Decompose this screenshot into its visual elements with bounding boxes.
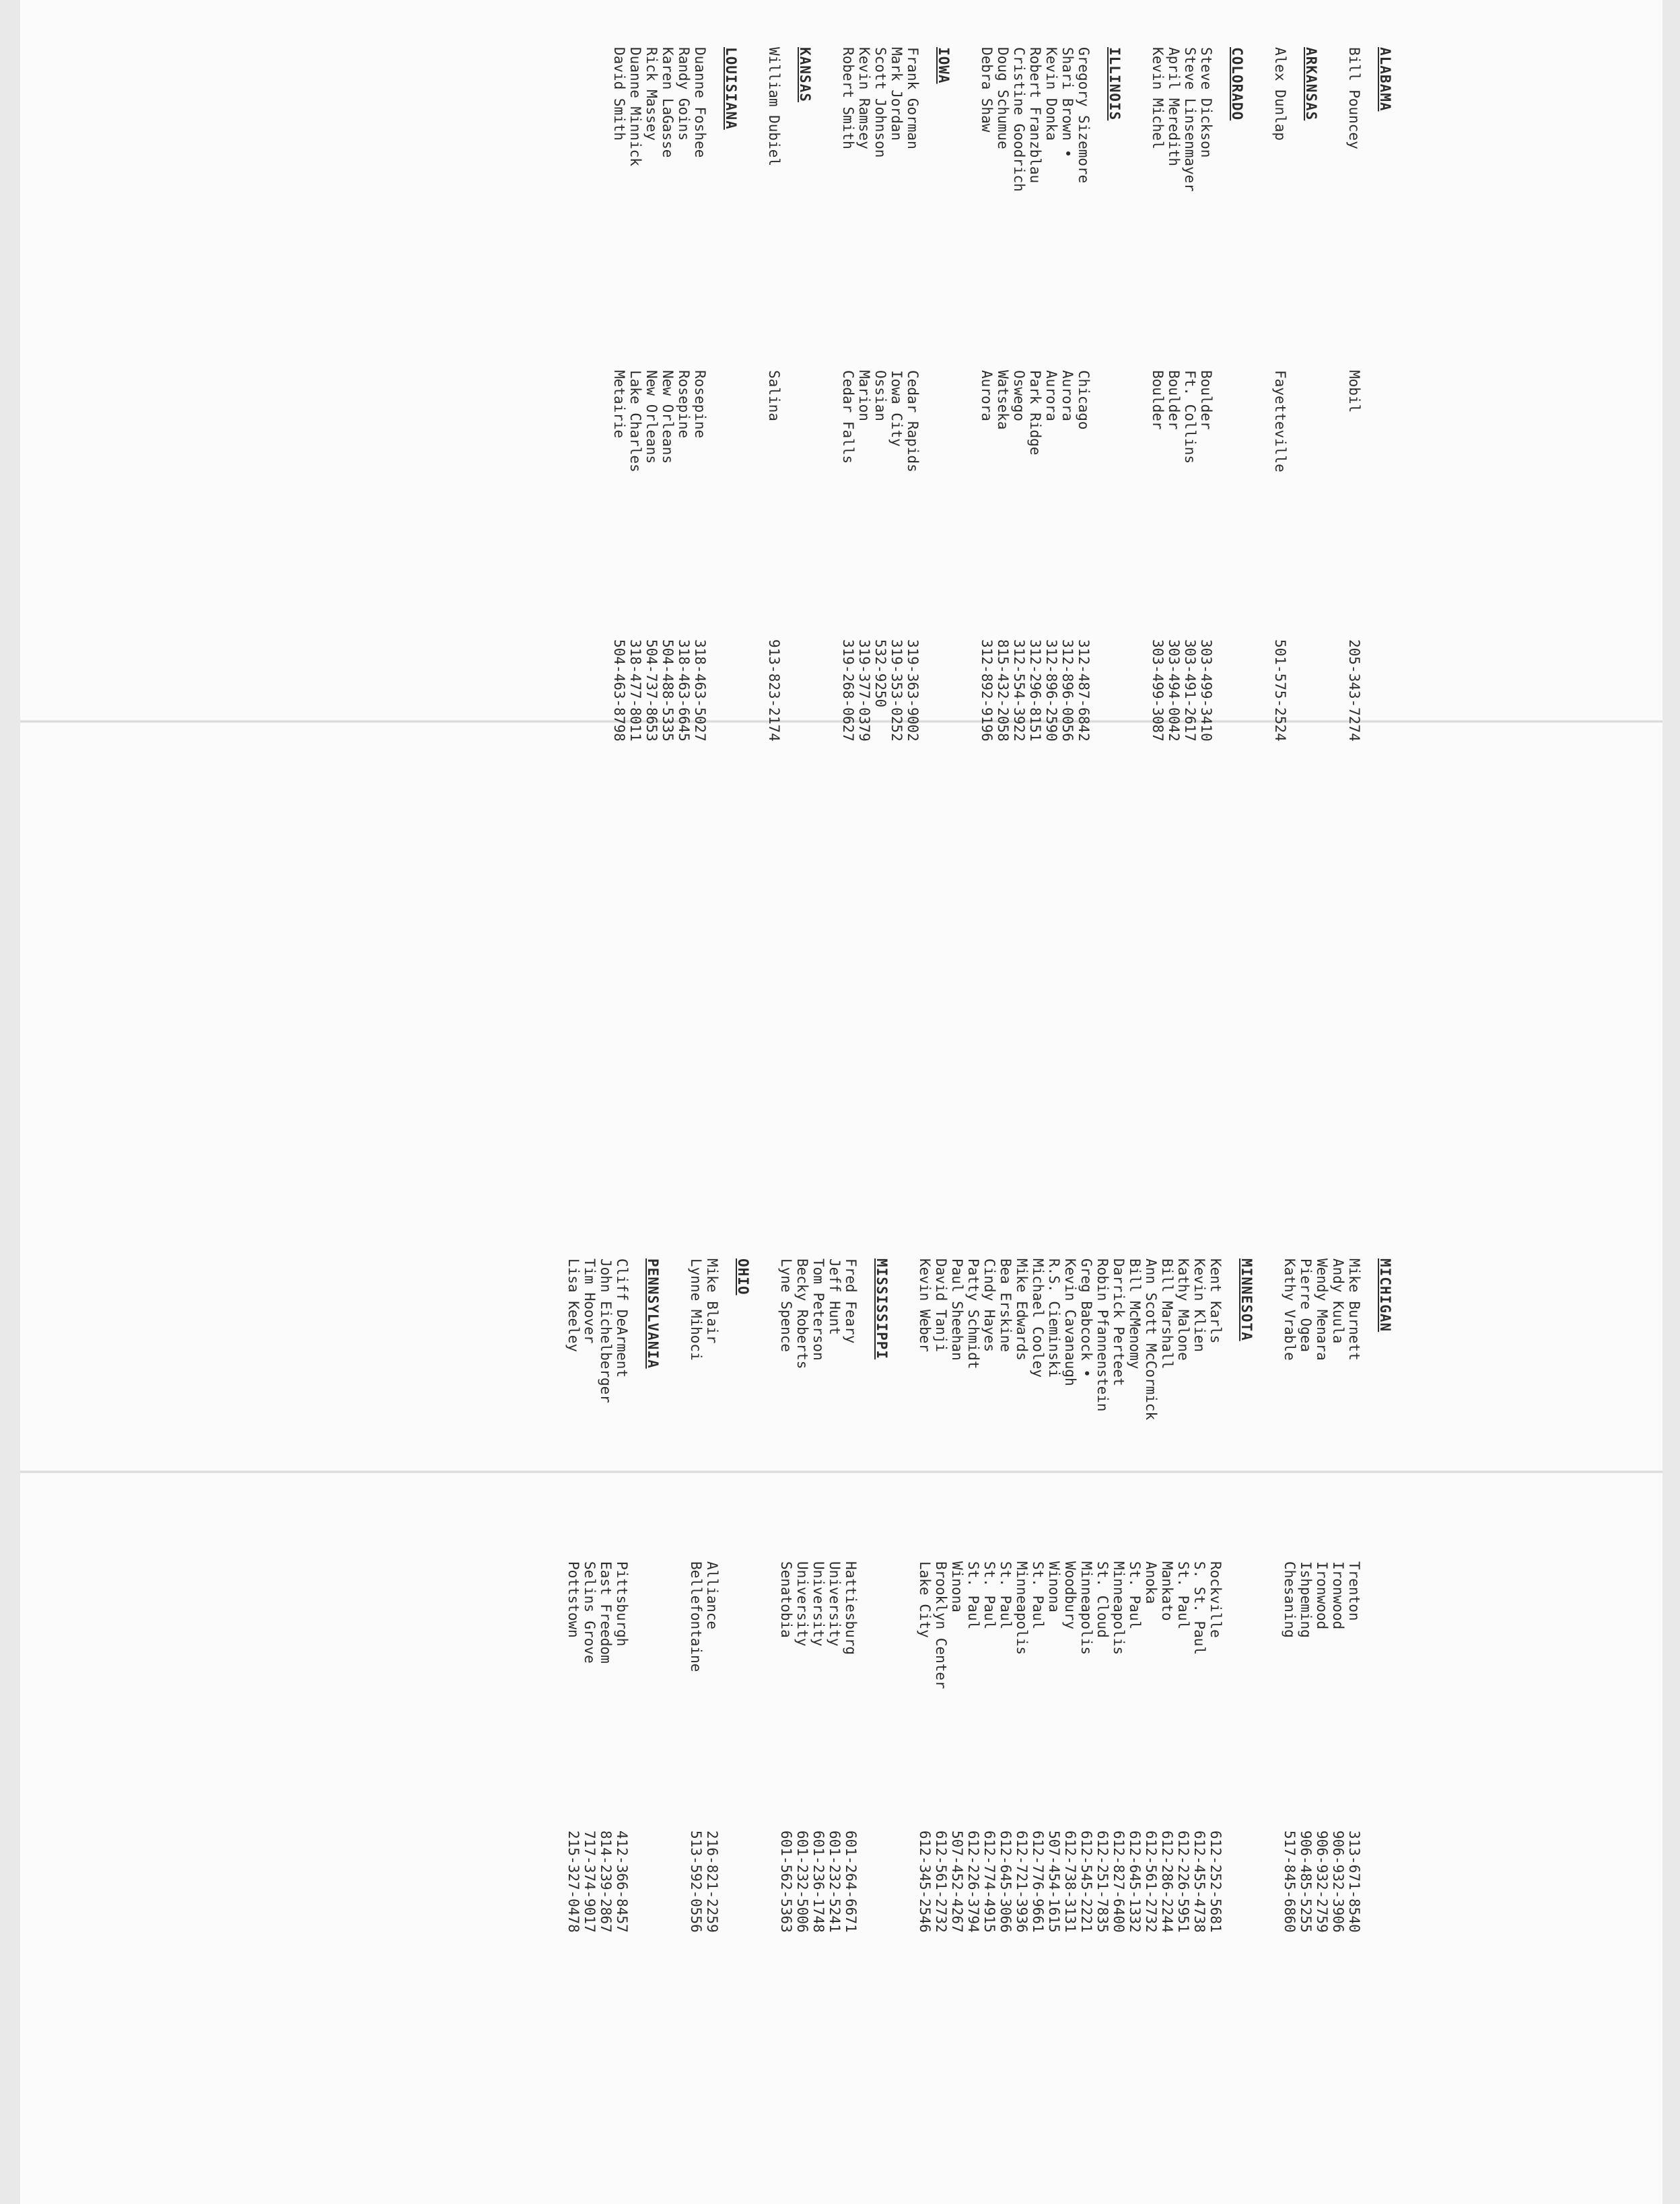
contact-row xyxy=(1043,47,1059,1191)
contact-row xyxy=(1011,47,1027,1191)
contact-city: Rosepine xyxy=(676,370,692,439)
contact-name: Bill McMenomy xyxy=(1127,1258,1143,1370)
state-section xyxy=(778,1258,890,2201)
contact-phone: 303-499-3087 xyxy=(1150,639,1166,742)
contact-name: Kevin Ramsey xyxy=(856,47,872,149)
contact-row xyxy=(1150,47,1166,1191)
contact-row xyxy=(840,47,856,1191)
contact-city: Chicago xyxy=(1076,370,1092,430)
contact-name: Kent Karls xyxy=(1208,1258,1224,1344)
contact-city: Pottstown xyxy=(565,1561,582,1638)
state-heading: IOWA xyxy=(936,47,952,84)
contact-phone: 612-776-9661 xyxy=(1030,1830,1046,1933)
contact-name: Rick Massey xyxy=(643,47,660,141)
contact-city: St. Cloud xyxy=(1094,1561,1111,1638)
contact-city: St. Paul xyxy=(981,1561,998,1630)
contact-phone: 215-327-0478 xyxy=(565,1830,582,1933)
contact-city: Winona xyxy=(1046,1561,1062,1612)
contact-row xyxy=(1282,1258,1298,2201)
contact-row xyxy=(1166,47,1182,1191)
contact-row xyxy=(856,47,872,1191)
contact-name: Greg Babcock • xyxy=(1078,1258,1094,1378)
contact-row xyxy=(1078,1258,1094,2201)
contact-name: R.S. Cieminski xyxy=(1046,1258,1062,1378)
contact-name: Gregory Sizemore xyxy=(1076,47,1092,184)
contact-phone: 612-455-4738 xyxy=(1191,1830,1208,1933)
contact-city: Cedar Rapids xyxy=(905,370,921,472)
contact-city: Aurora xyxy=(1043,370,1059,421)
state-heading: OHIO xyxy=(735,1258,751,1295)
contact-name: Alex Dunlap xyxy=(1272,47,1288,141)
state-heading: MINNESOTA xyxy=(1238,1258,1255,1341)
contact-city: St. Paul xyxy=(1127,1561,1143,1630)
contact-phone: 612-252-5681 xyxy=(1208,1830,1224,1933)
contact-name: Becky Roberts xyxy=(794,1258,810,1370)
contact-name: Duanne Minnick xyxy=(627,47,643,167)
contact-phone: 612-545-2221 xyxy=(1078,1830,1094,1933)
state-section xyxy=(840,47,952,1191)
contact-city: Minneapolis xyxy=(1014,1561,1030,1656)
contact-phone: 319-363-9002 xyxy=(905,639,921,742)
contact-name: Bea Erskine xyxy=(998,1258,1014,1353)
contact-name: Jeff Hunt xyxy=(827,1258,843,1335)
contact-city: St. Paul xyxy=(1030,1561,1046,1630)
contact-phone: 303-494-0042 xyxy=(1166,639,1182,742)
contact-phone: 612-645-1332 xyxy=(1127,1830,1143,1933)
contact-row xyxy=(1014,1258,1030,2201)
contact-row xyxy=(692,47,708,1191)
contact-row xyxy=(917,1258,933,2201)
contact-city: New Orleans xyxy=(660,370,676,464)
state-heading: ILLINOIS xyxy=(1107,47,1123,121)
contact-row xyxy=(794,1258,810,2201)
contact-phone: 601-232-5241 xyxy=(827,1830,843,1933)
contact-row xyxy=(565,1258,582,2201)
contact-name: Wendy Menara xyxy=(1314,1258,1330,1361)
contact-name: Tim Hoover xyxy=(582,1258,598,1344)
contact-name: Pierre Ogea xyxy=(1298,1258,1314,1353)
contact-name: Kathy Vrable xyxy=(1282,1258,1298,1361)
contact-row xyxy=(614,1258,630,2201)
contact-name: Bill Pouncey xyxy=(1346,47,1362,149)
contact-phone: 612-738-3131 xyxy=(1062,1830,1078,1933)
state-section xyxy=(766,47,813,1191)
contact-row xyxy=(810,1258,827,2201)
contact-row xyxy=(1330,1258,1346,2201)
contact-name: Steve Linsenmayer xyxy=(1182,47,1198,192)
contact-name: Lynne Mihoci xyxy=(688,1258,704,1361)
state-section xyxy=(565,1258,661,2201)
contact-row xyxy=(979,47,995,1191)
contact-phone: 205-343-7274 xyxy=(1346,639,1362,742)
contact-name: Lyne Spence xyxy=(778,1258,794,1353)
contact-city: University xyxy=(827,1561,843,1647)
contact-phone: 517-845-6860 xyxy=(1282,1830,1298,1933)
contact-row xyxy=(933,1258,949,2201)
contact-name: Doug Schumue xyxy=(995,47,1011,149)
contact-city: Aurora xyxy=(1059,370,1076,421)
contact-phone: 312-554-3922 xyxy=(1011,639,1027,742)
contact-phone: 612-251-7835 xyxy=(1094,1830,1111,1933)
contact-city: Alliance xyxy=(704,1561,720,1630)
contact-row xyxy=(827,1258,843,2201)
contact-city: Cedar Falls xyxy=(840,370,856,464)
contact-row xyxy=(888,47,905,1191)
state-section xyxy=(1150,47,1245,1191)
state-section xyxy=(688,1258,751,2201)
contact-city: St. Paul xyxy=(998,1561,1014,1630)
contact-row xyxy=(611,47,627,1191)
contact-phone: 612-645-3066 xyxy=(998,1830,1014,1933)
contact-city: Trenton xyxy=(1346,1561,1362,1621)
contact-phone: 612-827-6400 xyxy=(1111,1830,1127,1933)
contact-phone: 612-721-3936 xyxy=(1014,1830,1030,1933)
contact-phone: 216-821-2259 xyxy=(704,1830,720,1933)
contact-name: Kevin Donka xyxy=(1043,47,1059,141)
contact-phone: 501-575-2524 xyxy=(1272,639,1288,742)
contact-row xyxy=(778,1258,794,2201)
contact-city: Senatobia xyxy=(778,1561,794,1638)
contact-row xyxy=(1059,47,1076,1191)
contact-name: Mike Edwards xyxy=(1014,1258,1030,1361)
contact-phone: 814-239-2867 xyxy=(598,1830,614,1933)
contact-city: East Freedom xyxy=(598,1561,614,1664)
contact-name: Duanne Foshee xyxy=(692,47,708,158)
contact-row xyxy=(1208,1258,1224,2201)
contact-city: Ossian xyxy=(872,370,888,421)
contact-name: Steve Dickson xyxy=(1198,47,1214,158)
state-heading: MISSISSIPPI xyxy=(874,1258,890,1360)
contact-name: Fred Feary xyxy=(843,1258,859,1344)
contact-row xyxy=(981,1258,998,2201)
contact-name: Frank Gorman xyxy=(905,47,921,149)
contact-phone: 303-491-2617 xyxy=(1182,639,1198,742)
contact-phone: 612-226-3794 xyxy=(965,1830,981,1933)
contact-city: University xyxy=(810,1561,827,1647)
contact-phone: 612-561-2732 xyxy=(933,1830,949,1933)
contact-city: Salina xyxy=(766,370,782,421)
contact-phone: 504-737-8653 xyxy=(643,639,660,742)
contact-city: Lake City xyxy=(917,1561,933,1638)
contact-name: David Smith xyxy=(611,47,627,141)
contact-name: Scott Johnson xyxy=(872,47,888,158)
contact-row xyxy=(998,1258,1014,2201)
contact-phone: 601-232-5006 xyxy=(794,1830,810,1933)
contact-phone: 318-463-5027 xyxy=(692,639,708,742)
contact-city: Ishpeming xyxy=(1298,1561,1314,1638)
contact-city: Ft. Collins xyxy=(1182,370,1198,464)
document-page xyxy=(20,0,1663,2204)
contact-city: St. Paul xyxy=(1175,1561,1191,1630)
contact-row xyxy=(1175,1258,1191,2201)
contact-name: Bill Marshall xyxy=(1159,1258,1175,1370)
contact-phone: 913-823-2174 xyxy=(766,639,782,742)
contact-name: John Eichelberger xyxy=(598,1258,614,1403)
contact-row xyxy=(1062,1258,1078,2201)
contact-city: Mankato xyxy=(1159,1561,1175,1621)
contact-name: April Meredith xyxy=(1166,47,1182,167)
contact-name: Darrick Perteet xyxy=(1111,1258,1127,1386)
contact-city: Winona xyxy=(949,1561,965,1612)
state-heading: ARKANSAS xyxy=(1303,47,1319,121)
contact-name: Mike Blair xyxy=(704,1258,720,1344)
contact-phone: 312-487-6842 xyxy=(1076,639,1092,742)
contact-phone: 319-377-0379 xyxy=(856,639,872,742)
contact-phone: 532-9250 xyxy=(872,639,888,708)
contact-row xyxy=(766,47,782,1191)
state-heading: MICHIGAN xyxy=(1377,1258,1393,1332)
contact-city: Woodbury xyxy=(1062,1561,1078,1630)
contact-name: Lisa Keeley xyxy=(565,1258,582,1353)
contact-phone: 319-268-0627 xyxy=(840,639,856,742)
contact-phone: 612-561-2732 xyxy=(1143,1830,1159,1933)
contact-city: Hattiesburg xyxy=(843,1561,859,1656)
contact-city: Bellefontaine xyxy=(688,1561,704,1672)
contact-name: Tom Peterson xyxy=(810,1258,827,1361)
contact-name: Robert Smith xyxy=(840,47,856,149)
contact-name: Kevin Klien xyxy=(1191,1258,1208,1353)
contact-phone: 312-896-0056 xyxy=(1059,639,1076,742)
contact-city: Selins Grove xyxy=(582,1561,598,1664)
contact-name: Robert Franzblau xyxy=(1027,47,1043,184)
contact-city: St. Paul xyxy=(965,1561,981,1630)
contact-row xyxy=(582,1258,598,2201)
contact-phone: 303-499-3410 xyxy=(1198,639,1214,742)
contact-name: Robin Pfannenstein xyxy=(1094,1258,1111,1412)
contact-city: Minneapolis xyxy=(1111,1561,1127,1656)
contact-city: Aurora xyxy=(979,370,995,421)
contact-city: Chesaning xyxy=(1282,1561,1298,1638)
contact-row xyxy=(643,47,660,1191)
contact-city: Park Ridge xyxy=(1027,370,1043,456)
contact-row xyxy=(1314,1258,1330,2201)
contact-row xyxy=(1159,1258,1175,2201)
contact-phone: 319-353-0252 xyxy=(888,639,905,742)
contact-name: Kevin Cavanaugh xyxy=(1062,1258,1078,1386)
contact-name: Randy Goins xyxy=(676,47,692,141)
contact-name: William Dubiel xyxy=(766,47,782,167)
state-heading: LOUISIANA xyxy=(723,47,739,130)
contact-row xyxy=(1127,1258,1143,2201)
contact-phone: 601-562-5363 xyxy=(778,1830,794,1933)
contact-city: Iowa City xyxy=(888,370,905,447)
contact-phone: 412-366-8457 xyxy=(614,1830,630,1933)
contact-city: Anoka xyxy=(1143,1561,1159,1604)
contact-row xyxy=(1046,1258,1062,2201)
contact-row xyxy=(872,47,888,1191)
contact-city: Fayetteville xyxy=(1272,370,1288,472)
contact-name: Ann Scott McCormick xyxy=(1143,1258,1159,1421)
state-section xyxy=(979,47,1123,1191)
directory-right-half xyxy=(538,1258,1393,2201)
contact-name: Cliff DeArment xyxy=(614,1258,630,1378)
contact-name: Kathy Malone xyxy=(1175,1258,1191,1361)
contact-name: Debra Shaw xyxy=(979,47,995,133)
contact-name: Cindy Hayes xyxy=(981,1258,998,1353)
contact-phone: 507-452-4267 xyxy=(949,1830,965,1933)
contact-row xyxy=(1191,1258,1208,2201)
contact-row xyxy=(1272,47,1288,1191)
contact-row xyxy=(1027,47,1043,1191)
contact-phone: 906-485-5255 xyxy=(1298,1830,1314,1933)
contact-phone: 612-774-4915 xyxy=(981,1830,998,1933)
contact-name: Mike Burnett xyxy=(1346,1258,1362,1361)
contact-phone: 312-892-9196 xyxy=(979,639,995,742)
contact-name: Shari Brown • xyxy=(1059,47,1076,158)
contact-name: Paul Sheehan xyxy=(949,1258,965,1361)
state-section xyxy=(917,1258,1255,2201)
contact-name: Cristine Goodrich xyxy=(1011,47,1027,192)
contact-phone: 612-226-5951 xyxy=(1175,1830,1191,1933)
contact-row xyxy=(688,1258,704,2201)
contact-phone: 601-236-1748 xyxy=(810,1830,827,1933)
contact-city: Minneapolis xyxy=(1078,1561,1094,1656)
contact-phone: 504-488-5335 xyxy=(660,639,676,742)
contact-phone: 313-671-8540 xyxy=(1346,1830,1362,1933)
contact-city: Rockville xyxy=(1208,1561,1224,1638)
contact-row xyxy=(1346,47,1362,1191)
contact-row xyxy=(905,47,921,1191)
contact-row xyxy=(1030,1258,1046,2201)
contact-city: University xyxy=(794,1561,810,1647)
contact-name: Kevin Michel xyxy=(1150,47,1166,149)
state-section xyxy=(1346,47,1393,1191)
contact-name: David Tanji xyxy=(933,1258,949,1353)
contact-city: Pittsburgh xyxy=(614,1561,630,1647)
state-heading: KANSAS xyxy=(797,47,813,102)
contact-phone: 318-463-6645 xyxy=(676,639,692,742)
contact-row xyxy=(1076,47,1092,1191)
contact-city: Rosepine xyxy=(692,370,708,439)
contact-row xyxy=(1094,1258,1111,2201)
contact-row xyxy=(949,1258,965,2201)
contact-name: Kevin Weber xyxy=(917,1258,933,1353)
state-heading: COLORADO xyxy=(1229,47,1245,121)
contact-phone: 815-432-2058 xyxy=(995,639,1011,742)
contact-city: Mobil xyxy=(1346,370,1362,413)
contact-city: Metairie xyxy=(611,370,627,439)
contact-row xyxy=(843,1258,859,2201)
contact-name: Karen LaGasse xyxy=(660,47,676,158)
state-section xyxy=(611,47,739,1191)
contact-row xyxy=(627,47,643,1191)
contact-city: Ironwood xyxy=(1314,1561,1330,1630)
contact-row xyxy=(598,1258,614,2201)
contact-row xyxy=(1298,1258,1314,2201)
contact-city: Brooklyn Center xyxy=(933,1561,949,1689)
state-section xyxy=(1272,47,1319,1191)
state-heading: PENNSYLVANIA xyxy=(645,1258,661,1369)
state-heading: ALABAMA xyxy=(1377,47,1393,112)
contact-phone: 612-286-2244 xyxy=(1159,1830,1175,1933)
contact-city: Oswego xyxy=(1011,370,1027,421)
contact-phone: 717-374-9017 xyxy=(582,1830,598,1933)
contact-phone: 318-477-8011 xyxy=(627,639,643,742)
contact-phone: 601-264-6671 xyxy=(843,1830,859,1933)
contact-name: Patty Schmidt xyxy=(965,1258,981,1370)
contact-row xyxy=(676,47,692,1191)
contact-city: New Orleans xyxy=(643,370,660,464)
contact-row xyxy=(1346,1258,1362,2201)
contact-row xyxy=(1111,1258,1127,2201)
contact-phone: 906-932-2759 xyxy=(1314,1830,1330,1933)
contact-city: Lake Charles xyxy=(627,370,643,472)
contact-phone: 312-296-8151 xyxy=(1027,639,1043,742)
contact-phone: 504-463-8798 xyxy=(611,639,627,742)
state-section xyxy=(1282,1258,1393,2201)
contact-city: Ironwood xyxy=(1330,1561,1346,1630)
contact-phone: 507-454-1615 xyxy=(1046,1830,1062,1933)
contact-name: Michael Cooley xyxy=(1030,1258,1046,1378)
contact-row xyxy=(965,1258,981,2201)
contact-city: Watseka xyxy=(995,370,1011,430)
directory-left-half xyxy=(584,47,1393,1191)
contact-row xyxy=(995,47,1011,1191)
contact-row xyxy=(704,1258,720,2201)
contact-row xyxy=(1143,1258,1159,2201)
contact-phone: 312-896-2590 xyxy=(1043,639,1059,742)
contact-city: Boulder xyxy=(1166,370,1182,430)
contact-city: S. St. Paul xyxy=(1191,1561,1208,1656)
contact-row xyxy=(1198,47,1214,1191)
contact-row xyxy=(1182,47,1198,1191)
contact-row xyxy=(660,47,676,1191)
contact-city: Boulder xyxy=(1198,370,1214,430)
contact-phone: 612-345-2546 xyxy=(917,1830,933,1933)
contact-phone: 513-592-0556 xyxy=(688,1830,704,1933)
contact-city: Marion xyxy=(856,370,872,421)
rotated-directory xyxy=(20,47,1393,2201)
contact-city: Boulder xyxy=(1150,370,1166,430)
contact-name: Mark Jordan xyxy=(888,47,905,141)
contact-name: Andy Kuula xyxy=(1330,1258,1346,1344)
contact-phone: 906-932-3906 xyxy=(1330,1830,1346,1933)
